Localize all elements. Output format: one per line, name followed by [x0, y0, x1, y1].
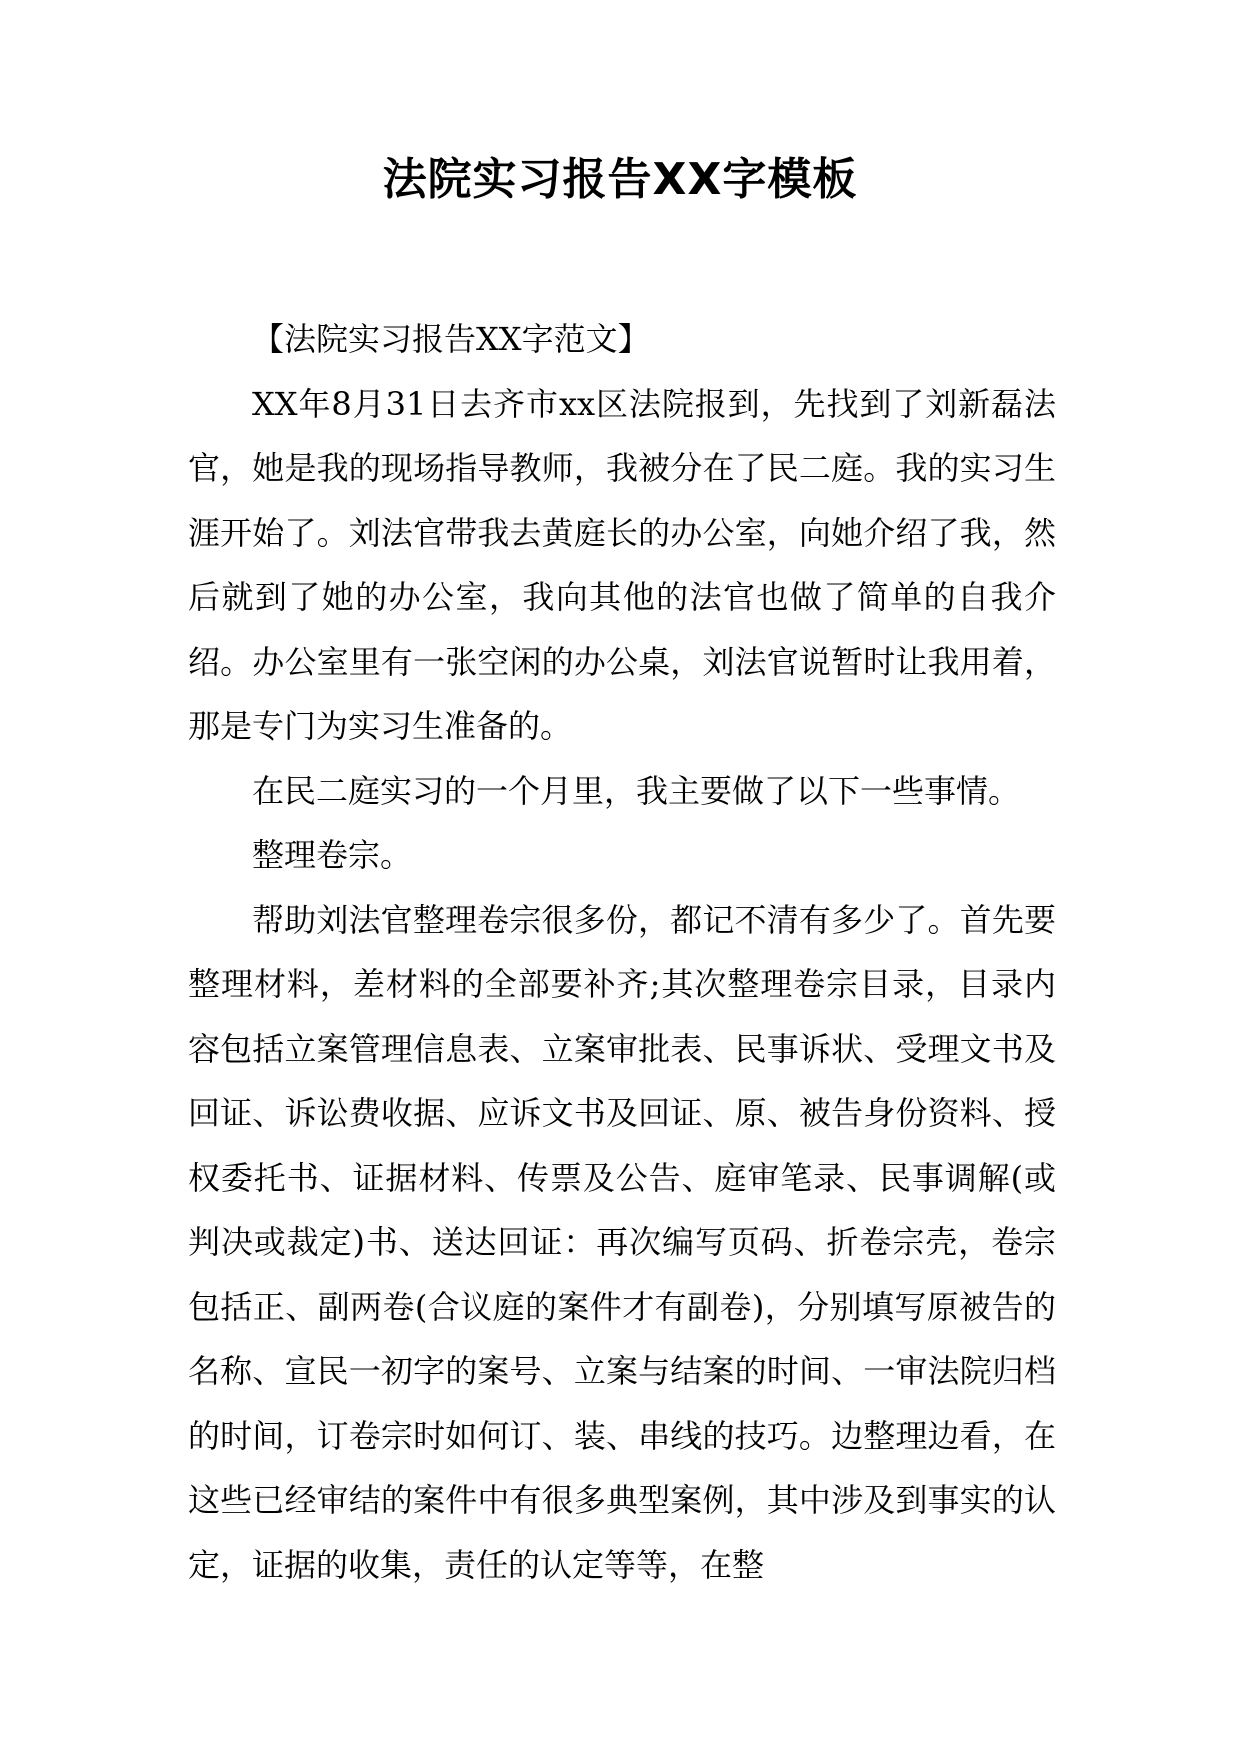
- document-title: 法院实习报告XX字模板: [382, 154, 858, 205]
- document-body: [188, 307, 1056, 1597]
- paragraph: 在民二庭实习的一个月里，我主要做了以下一些事情。: [252, 771, 1021, 810]
- paragraph: 整理卷宗。: [252, 836, 413, 874]
- paragraph: XX年8月31日去齐市xx区法院报到，先找到了刘新磊法官，她是我的现场指导教师，我被分在了民二庭。我的实习生涯开始了。刘法官带我去黄庭长的办公室，向她介绍了我，然后就到了她的办公室，我向其他的法官也做了简单的自我介绍。办公室里有一张空闲的办公桌，刘法官说暂时让我用着，那是专门为实习生准备的。: [188, 384, 1056, 745]
- paragraph: 帮助刘法官整理卷宗很多份，都记不清有多少了。首先要整理材料，差材料的全部要补齐;其次整理卷宗目录，目录内容包括立案管理信息表、立案审批表、民事诉状、受理文书及回证、诉讼费收据、应诉文书及回证、原、被告身份资料、授权委托书、证据材料、传票及公告、庭审笔录、民事调解(或判决或裁定)书、送达回证：再次编写页码、折卷宗壳，卷宗包括正、副两卷(合议庭的案件才有副卷)，分别填写原被告的名称、宣民一初字的案号、立案与结案的时间、一审法院归档的时间，订卷宗时如何订、装、串线的技巧。边整理边看，在这些已经审结的案件中有很多典型案例，其中涉及到事实的认定，证据的收集，责任的认定等等，在整: [188, 900, 1056, 1584]
- paragraph-heading: 【法院实习报告XX字范文】: [252, 320, 650, 358]
